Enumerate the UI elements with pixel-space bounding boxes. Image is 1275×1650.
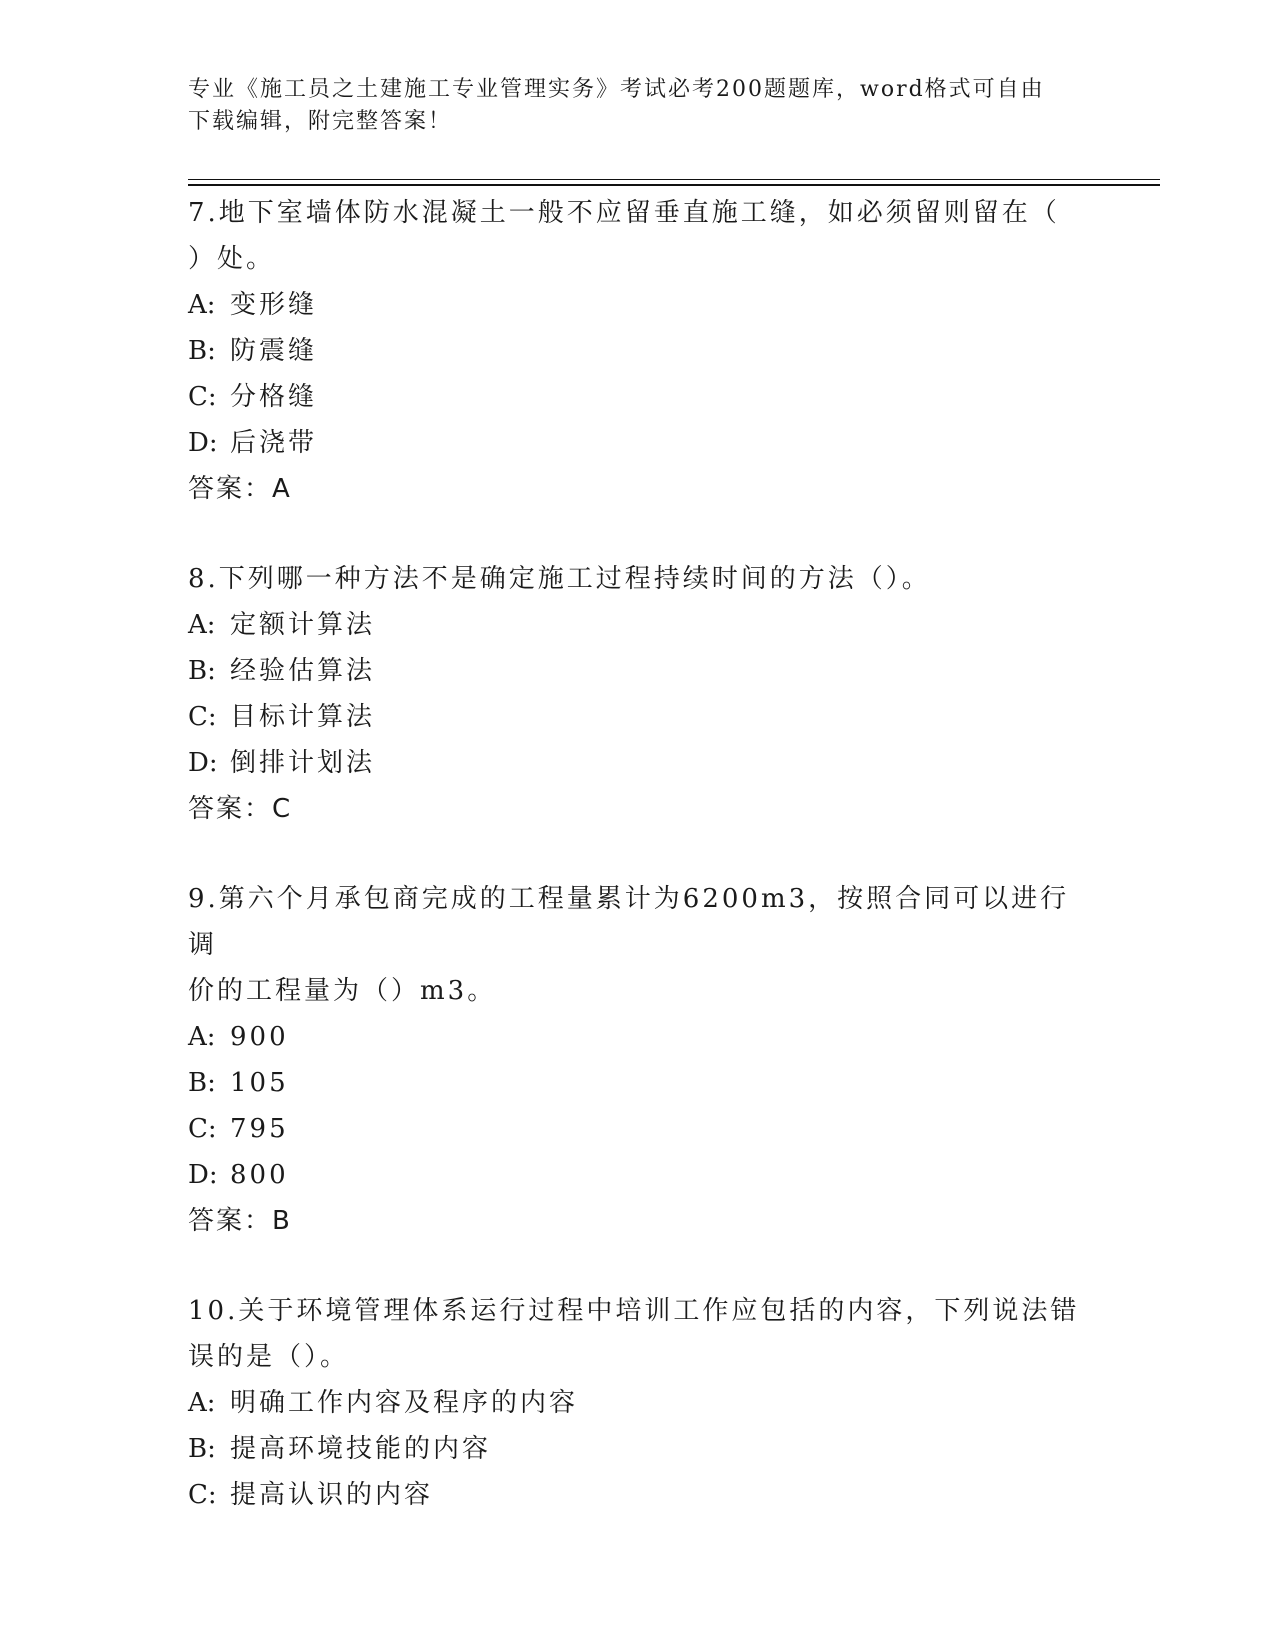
spacer xyxy=(188,512,1088,556)
option-text: 后浇带 xyxy=(230,428,318,458)
option-text: 分格缝 xyxy=(230,382,318,412)
question-text-line-1: 7.地下室墙体防水混凝土一般不应留垂直施工缝，如必须留则留在（ xyxy=(188,198,1060,228)
option-letter: B: xyxy=(188,1068,216,1098)
option-a xyxy=(188,602,1088,648)
option-b xyxy=(188,1060,1088,1106)
option-letter: C: xyxy=(188,382,217,412)
option-text: 提高认识的内容 xyxy=(230,1480,434,1510)
option-text: 900 xyxy=(230,1022,289,1052)
answer-line: 答案：A xyxy=(188,474,292,504)
option-b xyxy=(188,328,1088,374)
option-letter: B: xyxy=(188,656,216,686)
option-text: 倒排计划法 xyxy=(230,748,376,778)
question-8 xyxy=(188,556,1088,832)
option-letter: C: xyxy=(188,1480,217,1510)
question-text-line-1: 8.下列哪一种方法不是确定施工过程持续时间的方法（）。 xyxy=(188,564,931,594)
option-text: 800 xyxy=(230,1160,289,1190)
spacer xyxy=(188,1244,1088,1288)
option-d xyxy=(188,420,1088,466)
option-letter: C: xyxy=(188,702,217,732)
question-7 xyxy=(188,190,1088,512)
header-rule-thick xyxy=(188,184,1160,186)
option-d xyxy=(188,1152,1088,1198)
option-letter: C: xyxy=(188,1114,217,1144)
option-a xyxy=(188,1380,1088,1426)
option-letter: B: xyxy=(188,336,216,366)
option-letter: A: xyxy=(188,1388,216,1418)
option-text: 795 xyxy=(230,1114,289,1144)
option-b xyxy=(188,648,1088,694)
option-text: 提高环境技能的内容 xyxy=(230,1434,492,1464)
question-text-line-2: 误的是（）。 xyxy=(188,1342,350,1372)
option-b xyxy=(188,1426,1088,1472)
spacer xyxy=(188,832,1088,876)
option-letter: D: xyxy=(188,1160,218,1190)
question-text-line-2: ）处。 xyxy=(188,244,276,274)
option-text: 变形缝 xyxy=(230,290,318,320)
question-text-line-1: 10.关于环境管理体系运行过程中培训工作应包括的内容，下列说法错 xyxy=(188,1296,1080,1326)
option-text: 定额计算法 xyxy=(230,610,376,640)
question-text-line-1: 9.第六个月承包商完成的工程量累计为6200m3，按照合同可以进行调 xyxy=(188,884,1070,960)
option-c xyxy=(188,1106,1088,1152)
header-line-2: 下载编辑，附完整答案！ xyxy=(188,109,453,134)
option-letter: A: xyxy=(188,1022,216,1052)
question-list xyxy=(188,190,1088,1518)
option-text: 防震缝 xyxy=(230,336,318,366)
option-a xyxy=(188,1014,1088,1060)
option-c xyxy=(188,374,1088,420)
option-text: 105 xyxy=(230,1068,289,1098)
option-text: 目标计算法 xyxy=(230,702,376,732)
document-header xyxy=(188,74,1068,138)
option-text: 经验估算法 xyxy=(230,656,376,686)
answer-line: 答案：C xyxy=(188,794,293,824)
option-c xyxy=(188,1472,1088,1518)
option-d xyxy=(188,740,1088,786)
option-text: 明确工作内容及程序的内容 xyxy=(230,1388,579,1418)
answer-line: 答案：B xyxy=(188,1206,292,1236)
option-a xyxy=(188,282,1088,328)
option-letter: D: xyxy=(188,428,218,458)
question-10 xyxy=(188,1288,1088,1518)
option-c xyxy=(188,694,1088,740)
question-9 xyxy=(188,876,1088,1244)
header-line-1: 专业《施工员之土建施工专业管理实务》考试必考200题题库，word格式可自由 xyxy=(188,77,1045,102)
option-letter: A: xyxy=(188,610,216,640)
header-rule-thin xyxy=(188,179,1160,180)
option-letter: A: xyxy=(188,290,216,320)
option-letter: B: xyxy=(188,1434,216,1464)
question-text-line-2: 价的工程量为（）m3。 xyxy=(188,976,497,1006)
option-letter: D: xyxy=(188,748,218,778)
